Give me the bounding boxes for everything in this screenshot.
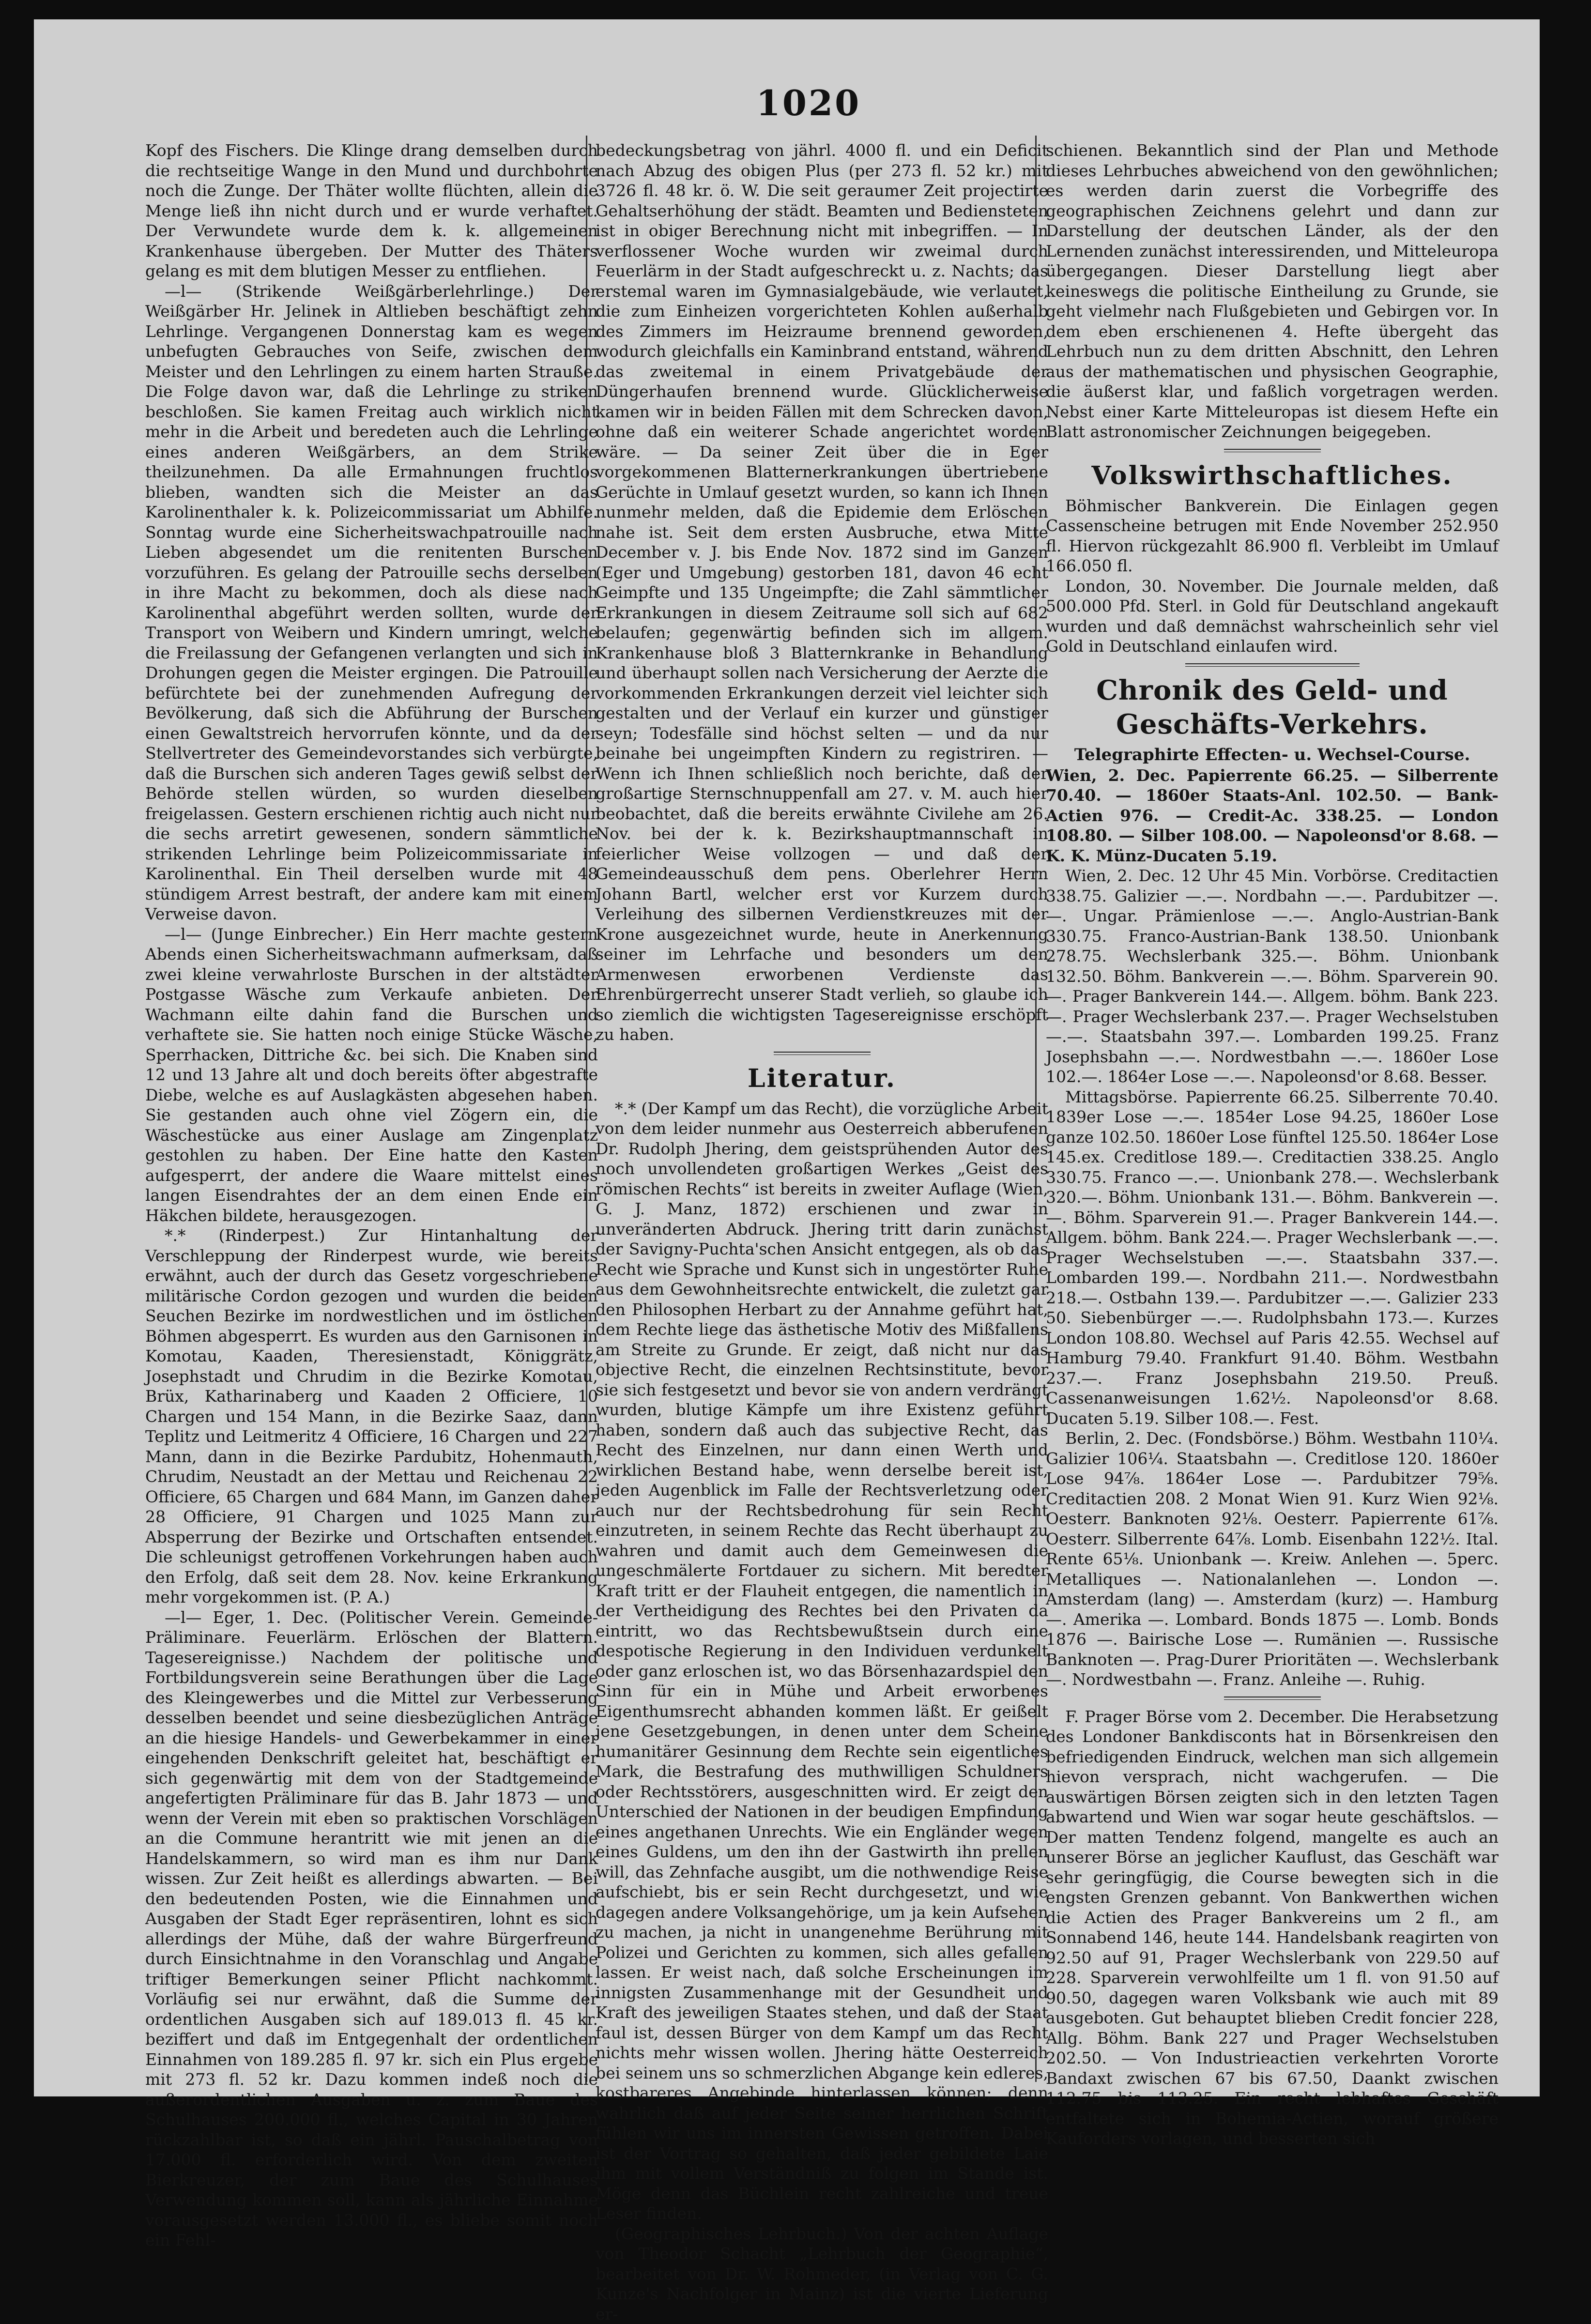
article-paragraph: —l— Eger, 1. Dec. (Politischer Verein. Gemeinde-Präliminare. Feuerlärm. Erlöschen der Blattern. Tagesereignisse.) Nachdem der politische und Fortbildungsverein seine Berathungen über die Lage des Kleingewerbes und die Mittel zur Verbesserung desselben beendet und seine diesbezüglichen Anträge an die hiesige Handels- und Gewerbekammer in einer eingehenden Denkschrift geleitet hat, beschäftigt er sich gegenwärtig mit dem von der Stadtgemeinde angefertigten Präliminare für das B. Jahr 1873 — und wenn der Verein mit eben so praktischen Vorschlägen an die Commune herantritt wie mit jenen an die Handelskammern, so wird man es ihm nur Dank wissen. Zur Zeit heißt es allerdings abwarten. — Bei den bedeutenden Posten, wie die Einnahmen und Ausgaben der Stadt Eger repräsentiren, lohnt es sich allerdings der Mühe, daß der wahre Bürgerfreund durch Einsichtnahme in den Voranschlag und Angabe triftiger Bemerkungen seiner Pflicht nachkommt. Vorläufig sei nur erwähnt, daß die Summe der ordentlichen Ausgaben sich auf 189.013 fl. 45 kr. beziffert und daß im Entgegenhalt der ordentlichen Einnahmen von 189.285 fl. 97 kr. sich ein Plus ergebe mit 273 fl. 52 kr. Dazu kommen indeß noch die außerordentlichen Ausgaben u. z. zum Baue des Schulhauses 200.000 fl., welches Capital in 30 Jahren rückzahlbar ist, so daß ein jährl. Pauschalbetrag von 17.000 fl. erforderlich wird. Von dem zweiten Bierkreuzer, der zum Baue des Schulhauses Verwendung kommen soll, kann als jährliche Einnahme vorausgesetzt werden 13.000 fl., es bliebe somit noch ein Fehl-: [145, 1607, 598, 2250]
section-divider: [774, 1052, 871, 1055]
article-paragraph: bedeckungsbetrag von jährl. 4000 fl. und ein Deficit nach Abzug des obigen Plus (per 273 fl. 52 kr.) mit 3726 fl. 48 kr. ö. W. Die seit geraumer Zeit projectirte Gehaltserhöhung der städt. Beamten und Bediensteten ist in obiger Berechnung nicht mit inbegriffen. — In verflossener Woche wurden wir zweimal durch Feuerlärm in der Stadt aufgeschreckt u. z. Nachts; das erstemal waren im Gymnasialgebäude, wie verlautet, die zum Einheizen vorgerichteten Kohlen außerhalb des Zimmers im Heizraume brennend geworden, wodurch gleichfalls ein Kaminbrand entstand, während das zweitemal in einem Privatgebäude der Düngerhaufen brennend wurde. Glücklicherweise kamen wir in beiden Fällen mit dem Schrecken davon, ohne daß ein weiterer Schade angerichtet worden wäre. — Da seiner Zeit über die in Eger vorgekommenen Blatternerkrankungen übertriebene Gerüchte in Umlauf gesetzt wurden, so kann ich Ihnen nunmehr melden, daß die Epidemie dem Erlöschen nahe ist. Seit dem ersten Ausbruche, etwa Mitte December v. J. bis Ende Nov. 1872 sind im Ganzen (Eger und Umgebung) gestorben 181, davon 46 echt Geimpfte und 135 Ungeimpfte; die Zahl sämmtlicher Erkrankungen in diesem Zeitraume soll sich auf 682 belaufen; gegenwärtig befinden sich im allgem. Krankenhause bloß 3 Blatternkranke in Behandlung und überhaupt sollen nach Versicherung der Aerzte die vorkommenden Erkrankungen derzeit viel leichter sich gestalten und der Verlauf ein kurzer und günstiger seyn; Todesfälle sind höchst selten — und da nur beinahe bei ungeimpften Kindern zu registriren. — Wenn ich Ihnen schließlich noch berichte, daß der großartige Sternschnuppenfall am 27. v. M. auch hier beobachtet, daß die bereits erwähnte Civilehe am 26. Nov. bei der k. k. Bezirkshauptmannschaft in feierlicher Weise vollzogen — und daß der Gemeindeausschuß dem pens. Oberlehrer Herrn Johann Bartl, welcher erst vor Kurzem durch Verleihung des silbernen Verdienstkreuzes mit der Krone ausgezeichnet wurde, heute in Anerkennung seiner im Lehrfache und besonders um den Armenwesen erworbenen Verdienste das Ehrenbürgerrecht unserer Stadt verlieh, so glaube ich so ziemlich die wichtigsten Tagesereignisse erschöpft zu haben.: [596, 140, 1048, 1045]
article-paragraph: London, 30. November. Die Journale melden, daß 500.000 Pfd. Sterl. in Gold für Deutschland angekauft wurden und daß demnächst wahrscheinlich sehr viel Gold in Deutschland einlaufen wird.: [1046, 576, 1499, 657]
article-paragraph: *.* (Rinderpest.) Zur Hintanhaltung der Verschleppung der Rinderpest wurde, wie bereits erwähnt, auch der durch das Gesetz vorgeschriebene militärische Cordon gezogen und wurden die beiden Seuchen Bezirke im nordwestlichen und im östlichen Böhmen abgesperrt. Es wurden aus den Garnisonen in Komotau, Kaaden, Theresienstadt, Königgrätz, Josephstadt und Chrudim in die Bezirke Komotau, Brüx, Katharinaberg und Kaaden 2 Officiere, 10 Chargen und 154 Mann, in die Bezirke Saaz, dann Teplitz und Leitmeritz 4 Officiere, 16 Chargen und 227 Mann, dann in die Bezirke Pardubitz, Hohenmauth, Chrudim, Neustadt an der Mettau und Reichenau 22 Officiere, 65 Chargen und 684 Mann, im Ganzen daher 28 Officiere, 91 Chargen und 1025 Mann zur Absperrung der Bezirke und Ortschaften entsendet. Die schleunigst getroffenen Vorkehrungen haben auch den Erfolg, daß seit dem 28. Nov. keine Erkrankung mehr vorgekommen ist. (P. A.): [145, 1225, 598, 1607]
section-divider: [1185, 663, 1360, 667]
section-heading: Chronik des Geld- und Geschäfts-Verkehrs.: [1046, 673, 1499, 741]
article-paragraph: (Geographisches Lehrbuch.) Von der achten Auflage von Theodor Schacht „Lehrbuch der Geographie“, bearbeitet von Dr. W. Rohmeder, (in Verlag von C. G. Kunze's Nachfolger in Mainz) ist die vierte Lieferung er-: [596, 2224, 1048, 2324]
article-paragraph: schienen. Bekanntlich sind der Plan und Methode dieses Lehrbuches abweichend von den gewöhnlichen; es werden darin zuerst die Vorbegriffe des geographischen Zeichnens gelehrt und dann zur Darstellung der deutschen Länder, als der den Lernenden zunächst interessirenden, und Mitteleuropa übergegangen. Dieser Darstellung liegt aber keineswegs die politische Eintheilung zu Grunde, sie geht vielmehr nach Flußgebieten und Gebirgen vor. In dem eben erschienenen 4. Hefte übergeht das Lehrbuch nun zu dem dritten Abschnitt, den Lehren aus der mathematischen und physischen Geographie, die äußerst klar, und faßlich vorgetragen werden. Nebst einer Karte Mitteleuropas ist diesem Hefte ein Blatt astronomischer Zeichnungen beigegeben.: [1046, 140, 1499, 442]
section-divider: [1224, 1697, 1321, 1700]
article-paragraph: Wien, 2. Dec. Papierrente 66.25. — Silberrente 70.40. — 1860er Staats-Anl. 102.50. — Bank-Actien 976. — Credit-Ac. 338.25. — London 108.80. — Silber 108.00. — Napoleonsd'or 8.68. — K. K. Münz-Ducaten 5.19.: [1046, 765, 1499, 866]
article-paragraph: Böhmischer Bankverein. Die Einlagen gegen Cassenscheine betrugen mit Ende November 252.950 fl. Hiervon rückgezahlt 86.900 fl. Verbleibt im Umlauf 166.050 fl.: [1046, 496, 1499, 576]
section-divider: [1224, 449, 1321, 452]
article-paragraph: Mittagsbörse. Papierrente 66.25. Silberrente 70.40. 1839er Lose —.—. 1854er Lose 94.25, 1860er Lose ganze 102.50. 1860er Lose fünftel 125.50. 1864er Lose 145.ex. Creditlose 189.—. Creditactien 338.25. Anglo 330.75. Franco —.—. Unionbank 278.—. Wechslerbank 320.—. Böhm. Unionbank 131.—. Böhm. Bankverein —.—. Böhm. Sparverein 91.—. Prager Bankverein 144.—. Allgem. böhm. Bank 224.—. Prager Wechslerbank —.—. Prager Wechselstuben —.—. Staatsbahn 337.—. Lombarden 199.—. Nordbahn 211.—. Nordwestbahn 218.—. Ostbahn 139.—. Pardubitzer —.—. Galizier 233 50. Siebenbürger —.—. Rudolphsbahn 173.—. Kurzes London 108.80. Wechsel auf Paris 42.55. Wechsel auf Hamburg 79.40. Frankfurt 91.40. Böhm. Westbahn 237.—. Franz Josephsbahn 219.50. Preuß. Cassenanweisungen 1.62½. Napoleonsd'or 8.68. Ducaten 5.19. Silber 108.—. Fest.: [1046, 1087, 1499, 1429]
column-middle: [596, 140, 1048, 2072]
newspaper-page: [34, 19, 1540, 2096]
article-paragraph: Kopf des Fischers. Die Klinge drang demselben durch die rechtseitige Wange in den Mund und durchbohrte noch die Zunge. Der Thäter wollte flüchten, allein die Menge ließ ihn nicht durch und er wurde verhaftet. Der Verwundete wurde dem k. k. allgemeinen Krankenhause übergeben. Der Mutter des Thäters gelang es mit dem blutigen Messer zu entfliehen.: [145, 140, 598, 281]
section-heading: Volkswirthschaftliches.: [1046, 459, 1499, 493]
section-subheading: Telegraphirte Effecten- u. Wechsel-Course.: [1046, 744, 1499, 765]
column-right: [1046, 140, 1499, 2072]
section-heading: Literatur.: [596, 1062, 1048, 1096]
article-paragraph: —l— (Strikende Weißgärberlehrlinge.) Der Weißgärber Hr. Jelinek in Altlieben beschäftigt zehn Lehrlinge. Vergangenen Donnerstag kam es wegen unbefugten Gebrauches von Seife, zwischen dem Meister und den Lehrlingen zu einem harten Strauße. Die Folge davon war, daß die Lehrlinge zu striken beschloßen. Sie kamen Freitag auch wirklich nicht mehr in die Arbeit und beredeten auch die Lehrlinge eines anderen Weißgärbers, an dem Strike theilzunehmen. Da alle Ermahnungen fruchtlos blieben, wandten sich die Meister an das Karolinenthaler k. k. Polizeicommissariat um Abhilfe. Sonntag wurde eine Sicherheitswachpatrouille nach Lieben abgesendet um die renitenten Burschen vorzuführen. Es gelang der Patrouille sechs derselben in ihre Macht zu bekommen, doch als diese nach Karolinenthal abgeführt werden sollten, wurde der Transport von Weibern und Kindern umringt, welche die Freilassung der Gefangenen verlangten und sich in Drohungen gegen die Meister ergingen. Die Patrouille befürchtete bei der zunehmenden Aufregung der Bevölkerung, daß sich die Abführung der Burschen einen Gewaltstreich hervorrufen könnte, und da der Stellvertreter des Gemeindevorstandes sich verbürgte, daß die Burschen sich anderen Tages gewiß selbst der Behörde stellen würden, so wurden dieselben freigelassen. Gestern erschienen richtig auch nicht nur die sechs arretirt gewesenen, sondern sämmtliche strikenden Lehrlinge beim Polizeicommissariate in Karolinenthal. Ein Theil derselben wurde mit 48 stündigem Arrest bestraft, der andere kam mit einem Verweise davon.: [145, 281, 598, 924]
article-paragraph: Berlin, 2. Dec. (Fondsbörse.) Böhm. Westbahn 110¼. Galizier 106¼. Staatsbahn —. Creditlose 120. 1860er Lose 94⅞. 1864er Lose —. Pardubitzer 79⅝. Creditactien 208. 2 Monat Wien 91. Kurz Wien 92⅛. Oesterr. Banknoten 92⅛. Oesterr. Papierrente 61⅞. Oesterr. Silberrente 64⅞. Lomb. Eisenbahn 122½. Ital. Rente 65⅛. Unionbank —. Kreiw. Anlehen —. 5perc. Metalliques —. Nationalanlehen —. London —. Amsterdam (lang) —. Amsterdam (kurz) —. Hamburg —. Amerika —. Lombard. Bonds 1875 —. Lomb. Bonds 1876 —. Bairische Lose —. Rumänien —. Russische Banknoten —. Prag-Durer Prioritäten —. Wechslerbank —. Nordwestbahn —. Franz. Anleihe —. Ruhig.: [1046, 1428, 1499, 1690]
article-paragraph: *.* (Der Kampf um das Recht), die vorzügliche Arbeit von dem leider nunmehr aus Oesterreich abberufenen Dr. Rudolph Jhering, dem geistsprühenden Autor des noch unvollendeten großartigen Werkes „Geist des römischen Rechts“ ist bereits in zweiter Auflage (Wien, G. J. Manz, 1872) erschienen und zwar in unveränderten Abdruck. Jhering tritt darin zunächst der Savigny-Puchta'schen Ansicht entgegen, als ob das Recht wie Sprache und Kunst sich in ungestörter Ruhe aus dem Gewohnheitsrechte entwickelt, die zuletzt gar den Philosophen Herbart zu der Annahme geführt hat, dem Rechte liege das ästhetische Motiv des Mißfallens am Streite zu Grunde. Er zeigt, daß nicht nur das objective Recht, die einzelnen Rechtsinstitute, bevor sie sich festgesetzt und bevor sie von andern verdrängt wurden, blutige Kämpfe um ihre Existenz geführt haben, sondern daß auch das subjective Recht, das Recht des Einzelnen, nur dann einen Werth und wirklichen Bestand habe, wenn derselbe bereit ist, jeden Augenblick im Falle der Rechtsverletzung oder auch nur der Rechtsbedrohung für sein Recht einzutreten, in seinem Rechte das Recht überhaupt zu wahren und damit auch dem Gemeinwesen die ungeschmälerte Fortdauer zu sichern. Mit beredter Kraft tritt er der Flauheit entgegen, die namentlich in der Vertheidigung des Rechtes bei den Privaten da eintritt, wo das Rechtsbewußtsein durch eine despotische Regierung in den Individuen verdunkelt oder ganz erloschen ist, wo das Börsenhazardspiel den Sinn für ein in Mühe und Arbeit erworbenes Eigenthumsrecht abhanden kommen läßt. Er geißelt jene Gesetzgebungen, in denen unter dem Scheine humanitärer Gesinnung dem Rechte sein eigentliches Mark, die Bestrafung des muthwilligen Schuldners oder Rechtsstörers, ausgeschnitten wird. Er zeigt den Unterschied der Nationen in der beudigen Empfindung eines angethanen Unrechts. Wie ein Engländer wegen eines Guldens, um den ihn der Gastwirth ihn prellen will, das Zehnfache ausgibt, um die nothwendige Reise aufschiebt, bis er sein Recht durchgesetzt, und wie dagegen andere Volksangehörige, um ja kein Aufsehen zu machen, ja nicht in unangenehme Berührung mit Polizei und Gerichten zu kommen, sich alles gefallen lassen. Er weist nach, daß solche Erscheinungen im innigsten Zusammenhange mit der Gesundheit und Kraft des jeweiligen Staates stehen, und daß der Staat faul ist, dessen Bürger von dem Kampf um das Recht nichts mehr wissen wollen. Jhering hätte Oesterreich bei seinem uns so schmerzlichen Abgange kein edleres, kostbareres Angebinde hinterlassen können; denn wahrlich daß auf jeder Seite seiner herrlichen Schrift fühlen wir uns im innersten Gewissen getroffen. Dabei ist der Vortrag so gehalten, daß jeder gebildete Laie ihm mit vollem Verständniß zu folgen im Stande ist. Möge denn das Büchlein recht zahlreiche und treue Leser finden.: [596, 1099, 1048, 2224]
article-paragraph: —l— (Junge Einbrecher.) Ein Herr machte gestern Abends einen Sicherheitswachmann aufmerksam, daß zwei kleine verwahrloste Burschen in der altstädter Postgasse Wäsche zum Verkaufe anbieten. Der Wachmann eilte dahin fand die Burschen und verhaftete sie. Sie hatten noch einige Stücke Wäsche, Sperrhacken, Dittriche &c. bei sich. Die Knaben sind 12 und 13 Jahre alt und doch bereits öfter abgestrafte Diebe, welche es auf Auslagkästen abgesehen haben. Sie gestanden auch ohne viel Zögern ein, die Wäschestücke aus einer Auslage am Zingenplatz gestohlen zu haben. Der Eine hatte den Kasten aufgesperrt, der andere die Waare mittelst eines langen Eisendrahtes der an dem einen Ende ein Häkchen bildete, herausgezogen.: [145, 924, 598, 1226]
article-paragraph: F. Prager Börse vom 2. December. Die Herabsetzung des Londoner Bankdisconts hat in Börsenkreisen den befriedigenden Eindruck, welchen man sich allgemein hievon versprach, nicht wachgerufen. — Die auswärtigen Börsen zeigten sich in den letzten Tagen abwartend und Wien war sogar heute geschäftslos. — Der matten Tendenz folgend, mangelte es auch an unserer Börse an jeglicher Kauflust, das Geschäft war sehr geringfügig, die Course bewegten sich in die engsten Grenzen gebannt. Von Bankwerthen wichen die Actien des Prager Bankvereins um 2 fl., am Sonnabend 146, heute 144. Handelsbank reagirten von 92.50 auf 91, Prager Wechslerbank von 229.50 auf 228. Sparverein verwohlfeilte um 1 fl. von 91.50 auf 90.50, dagegen waren Volksbank wie auch mit 89 ausgeboten. Gut behauptet blieben Credit foncier 228, Allg. Böhm. Bank 227 und Prager Wechselstuben 202.50. — Von Industrieactien verkehrten Vororte Bandaxt zwischen 67 bis 67.50, Daankt zwischen 112.75 bis 113.25. Ein recht lebhaftes Geschäft entfaltete sich in Bohemia-Actien, worauf größere Kauforders vorlagen, und besserten sich: [1046, 1707, 1499, 2149]
column-left: [145, 140, 598, 2072]
page-number: 1020: [741, 82, 876, 123]
article-paragraph: Wien, 2. Dec. 12 Uhr 45 Min. Vorbörse. Creditactien 338.75. Galizier —.—. Nordbahn —.—. Pardubitzer —.—. Ungar. Prämienlose —.—. Anglo-Austrian-Bank 330.75. Franco-Austrian-Bank 138.50. Unionbank 278.75. Wechslerbank 325.—. Böhm. Unionbank 132.50. Böhm. Bankverein —.—. Böhm. Sparverein 90.—. Prager Bankverein 144.—. Allgem. böhm. Bank 223.—. Prager Wechslerbank 237.—. Prager Wechselstuben —.—. Staatsbahn 397.—. Lombarden 199.25. Franz Josephsbahn —.—. Nordwestbahn —.—. 1860er Lose 102.—. 1864er Lose —.—. Napoleonsd'or 8.68. Besser.: [1046, 866, 1499, 1087]
